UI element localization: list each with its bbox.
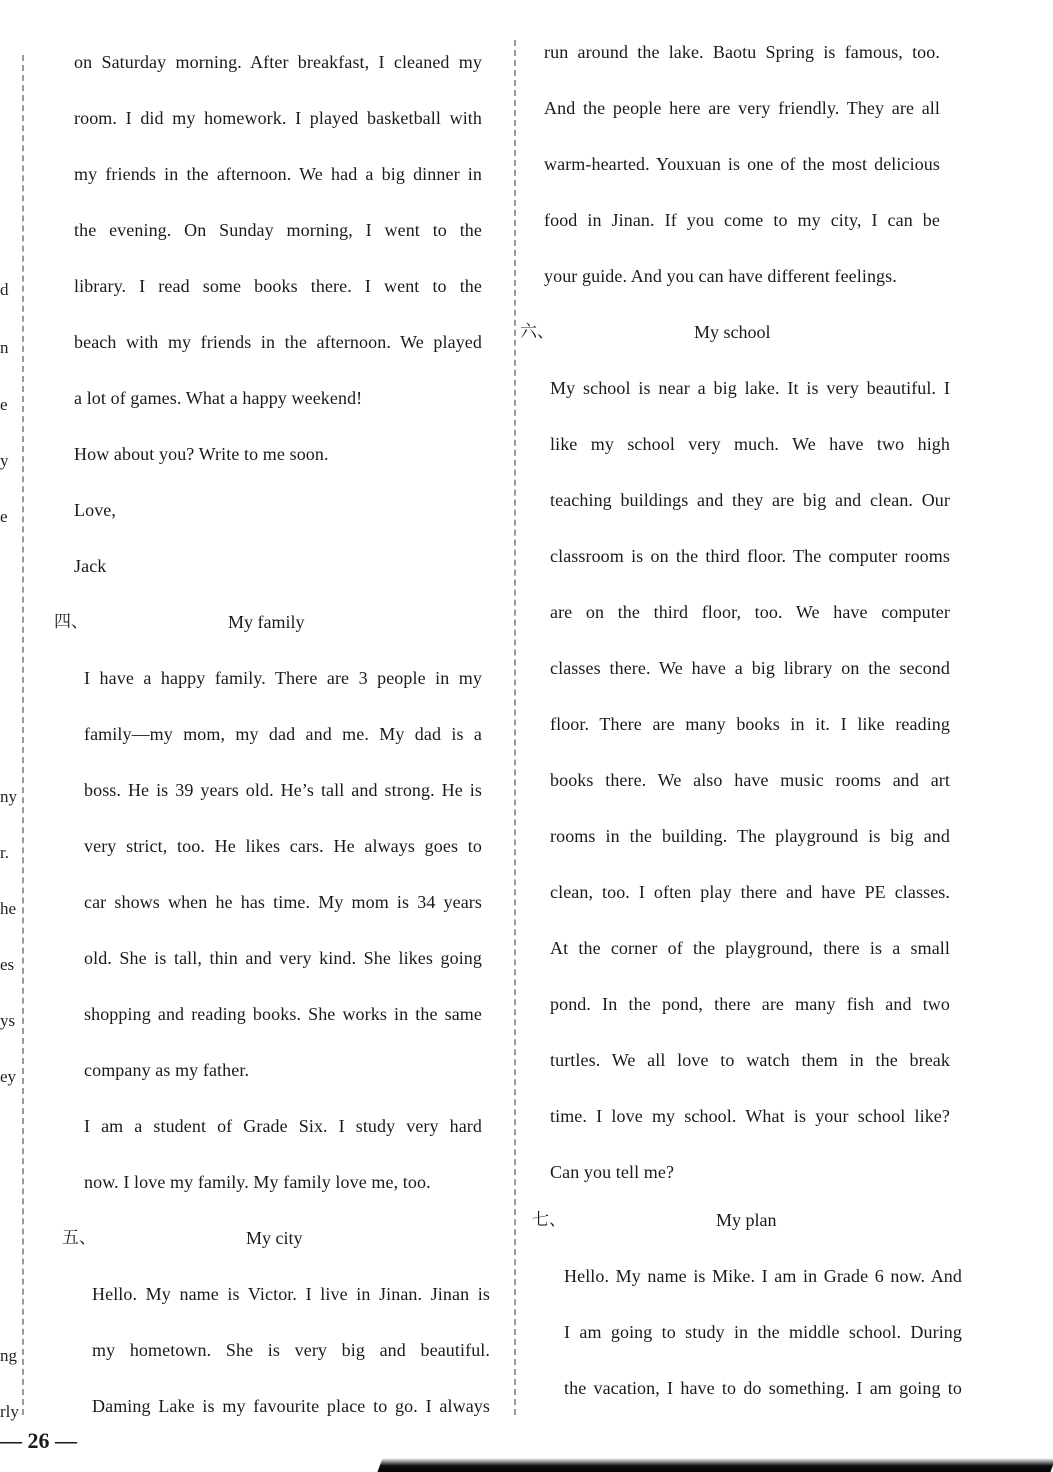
text-line: your guide. And you can have different feelings.: [544, 266, 897, 286]
text-line: library. I read some books there. I went to the: [74, 276, 482, 296]
section-heading: [54, 612, 482, 668]
edge-fragment: es: [0, 955, 15, 974]
section-my-plan: [532, 1210, 962, 1434]
edge-fragment: ey: [0, 1067, 17, 1086]
text-line: time. I love my school. What is your school like?: [550, 1106, 950, 1126]
text-line: turtles. We all love to watch them in the break: [550, 1050, 950, 1070]
text-line: I am going to study in the middle school. During: [564, 1322, 962, 1342]
text-line: food in Jinan. If you come to my city, I can be: [544, 210, 940, 230]
edge-fragment: e: [0, 395, 8, 414]
edge-fragment: y: [0, 451, 9, 470]
letter-continuation: [74, 52, 482, 612]
text-line: Hello. My name is Mike. I am in Grade 6 now. And: [564, 1266, 962, 1286]
text-line: Daming Lake is my favourite place to go. I always: [92, 1396, 490, 1416]
page-number: — 26 —: [0, 1428, 77, 1453]
section-title: My city: [246, 1228, 303, 1248]
text-line: on Saturday morning. After breakfast, I cleaned my: [74, 52, 482, 72]
text-line: company as my father.: [84, 1060, 250, 1080]
text-line: classroom is on the third floor. The computer rooms: [550, 546, 950, 566]
section-my-school: [520, 322, 950, 1218]
text-line: Hello. My name is Victor. I live in Jinan. Jinan is: [92, 1284, 490, 1304]
text-line: a lot of games. What a happy weekend!: [74, 388, 363, 408]
edge-fragment: rly: [0, 1402, 19, 1421]
text-line: Can you tell me?: [550, 1162, 675, 1182]
text-line: room. I did my homework. I played basketball with: [74, 108, 482, 128]
left-column: [54, 52, 490, 1452]
text-line: old. She is tall, thin and very kind. She likes going: [84, 948, 482, 968]
section-title: My family: [228, 612, 305, 632]
section-number: 六、: [520, 322, 554, 342]
text-line: the evening. On Sunday morning, I went to the: [74, 220, 482, 240]
text-line: At the corner of the playground, there is a small: [550, 938, 950, 958]
text-line: I am a student of Grade Six. I study very hard: [84, 1116, 482, 1136]
section-title: My plan: [716, 1210, 777, 1230]
city-continuation: [544, 42, 940, 322]
letter-signature: Jack: [74, 556, 107, 576]
edge-fragment: r.: [0, 843, 9, 862]
text-line: boss. He is 39 years old. He’s tall and strong. He is: [84, 780, 482, 800]
text-line: like my school very much. We have two high: [550, 434, 950, 454]
section-heading: [62, 1228, 482, 1284]
section-number: 五、: [62, 1228, 96, 1248]
text-line: now. I love my family. My family love me, too.: [84, 1172, 431, 1192]
center-column-divider: [514, 40, 516, 1415]
left-gutter-divider: [22, 55, 24, 1415]
edge-fragment: e: [0, 507, 8, 526]
section-my-family: [54, 612, 482, 1228]
letter-closing: Love,: [74, 500, 116, 520]
section-heading: [520, 322, 940, 378]
text-line: floor. There are many books in it. I like reading: [550, 714, 950, 734]
text-line: shopping and reading books. She works in the same: [84, 1004, 482, 1024]
text-line: teaching buildings and they are big and clean. Our: [550, 490, 950, 510]
section-heading: [532, 1210, 940, 1266]
text-line: My school is near a big lake. It is very beautiful. I: [550, 378, 950, 398]
edge-fragment: ny: [0, 787, 17, 806]
edge-fragment: he: [0, 899, 17, 918]
text-line: run around the lake. Baotu Spring is famous, too.: [544, 42, 940, 62]
edge-fragment: n: [0, 338, 9, 357]
text-line: are on the third floor, too. We have computer: [550, 602, 950, 622]
text-line: beach with my friends in the afternoon. We played: [74, 332, 482, 352]
text-line: warm-hearted. Youxuan is one of the most delicious: [544, 154, 940, 174]
scan-edge-shadow: [377, 1458, 1053, 1472]
text-line: the vacation, I have to do something. I am going to: [564, 1378, 962, 1398]
text-line: family—my mom, my dad and me. My dad is a: [84, 724, 482, 744]
section-number: 四、: [54, 612, 88, 632]
text-line: my hometown. She is very big and beautiful.: [92, 1340, 490, 1360]
edge-fragment: ng: [0, 1346, 17, 1365]
section-my-city: [62, 1228, 490, 1452]
text-line: And the people here are very friendly. They are all: [544, 98, 940, 118]
text-line: car shows when he has time. My mom is 34 years: [84, 892, 482, 912]
text-line: my friends in the afternoon. We had a big dinner in: [74, 164, 482, 184]
edge-fragment: ys: [0, 1011, 16, 1030]
section-title: My school: [694, 322, 771, 342]
text-line: pond. In the pond, there are many fish and two: [550, 994, 950, 1014]
text-line: How about you? Write to me soon.: [74, 444, 329, 464]
text-line: clean, too. I often play there and have PE classes.: [550, 882, 950, 902]
text-line: I have a happy family. There are 3 people in my: [84, 668, 482, 688]
section-number: 七、: [532, 1210, 566, 1230]
text-line: rooms in the building. The playground is big and: [550, 826, 950, 846]
right-column: [520, 42, 962, 1434]
text-line: books there. We also have music rooms and art: [550, 770, 950, 790]
text-line: very strict, too. He likes cars. He always goes to: [84, 836, 482, 856]
text-line: classes there. We have a big library on the second: [550, 658, 950, 678]
edge-fragment: d: [0, 280, 9, 299]
